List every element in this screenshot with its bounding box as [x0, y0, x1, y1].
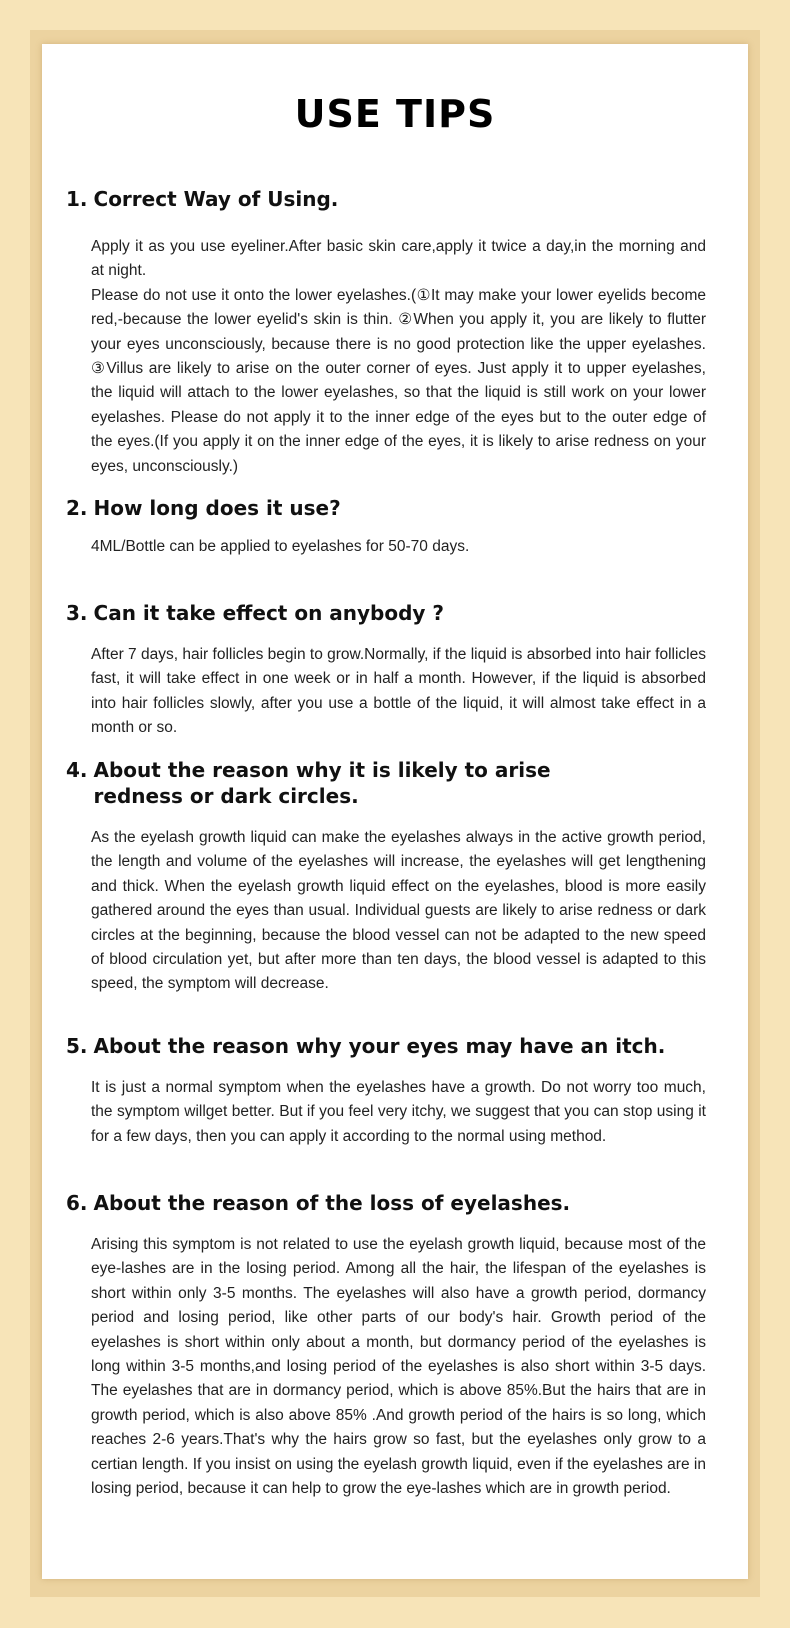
- section-take-effect: [66, 600, 726, 741]
- section-number: 1.: [66, 187, 88, 211]
- section-number: 6.: [66, 1191, 88, 1215]
- section-title: Can it take effect on anybody ?: [93, 601, 445, 625]
- section-title: About the reason why your eyes may have an itch.: [93, 1034, 666, 1058]
- section-redness: [66, 757, 726, 997]
- section-title: How long does it use?: [93, 496, 341, 520]
- page-title: USE TIPS: [294, 92, 496, 136]
- paragraph: Arising this symptom is not related to use the eyelash growth liquid, because most of the eye-lashes are in the losing period. Among all the hair, the lifespan of the eyelashes is short within only 3-5 months. The eyelashes will also have a growth period, dormancy period and losing period, like other parts of our body's hair. Growth period of the eyelashes is short within only about a month, but dormancy period of the eyelashes is long within 3-5 months,and losing period of the eyelashes is also short within 3-5 days. The eyelashes that are in dormancy period, which is above 85%.But the hairs that are in growth period, which is also above 85% .And growth period of the hairs is so long, which reaches 2-6 years.That's why the hairs grow so fast, but the eyelashes only grow to a certian length. If you insist on using the eyelash growth liquid, even if the eyelashes are in losing period, because it can help to grow the eye-lashes which are in growth period.: [91, 1236, 706, 1498]
- paragraph: Please do not use it onto the lower eyelashes.(①It may make your lower eyelids become red,-because the lower eyelid's skin is thin. ②When you apply it, you are likely to flutter your eyes unconsciously, because there is no good protection like the upper eyelashes. ③Villus are likely to arise on the outer corner of eyes. Just apply it to upper eyelashes, the liquid will attach to the lower eyelashes, so that the liquid is still work on your lower eyelashes. Please do not apply it to the inner edge of the eyes but to the outer edge of the eyes.(If you apply it on the inner edge of the eyes, it is likely to arise redness on your eyes, unconsciously.): [91, 286, 706, 475]
- paragraph: It is just a normal symptom when the eyelashes have a growth. Do not worry too much, the symptom willget better. But if you feel very itchy, we suggest that you can stop using it for a few days, then you can apply it according to the normal using method.: [91, 1079, 706, 1145]
- section-heading: [66, 757, 626, 809]
- section-number: 5.: [66, 1034, 88, 1058]
- section-title: Correct Way of Using.: [93, 187, 339, 211]
- paragraph: Apply it as you use eyeliner.After basic skin care,apply it twice a day,in the morning and at night.: [91, 238, 706, 280]
- section-body: [66, 235, 706, 479]
- section-body: [66, 1233, 706, 1501]
- section-body: [66, 643, 706, 741]
- section-how-long: [66, 495, 726, 559]
- section-heading: [66, 600, 726, 626]
- section-title: About the reason of the loss of eyelashes.: [93, 1191, 571, 1215]
- section-body: [66, 826, 706, 997]
- section-itch: [66, 1033, 726, 1149]
- section-heading: [66, 495, 726, 521]
- section-body: [66, 535, 706, 559]
- paragraph: As the eyelash growth liquid can make the eyelashes always in the active growth period, the length and volume of the eyelashes will increase, the eyelashes will get lengthening and thick. When the eyelash growth liquid effect on the eyelashes, blood is more easily gathered around the eyes than usual. Individual guests are likely to arise redness or dark circles at the beginning, because the blood vessel can not be adapted to the new speed of blood circulation yet, but after more than ten days, the blood vessel is adapted to this speed, the symptom will decrease.: [91, 829, 706, 993]
- section-number: 3.: [66, 601, 88, 625]
- section-body: [66, 1076, 706, 1149]
- section-heading: [66, 1190, 726, 1216]
- section-loss: [66, 1190, 726, 1501]
- paragraph: After 7 days, hair follicles begin to grow.Normally, if the liquid is absorbed into hair follicles fast, it will take effect in one week or in half a month. However, if the liquid is absorbed into hair follicles slowly, after you use a bottle of the liquid, it will almost take effect in a month or so.: [91, 646, 706, 737]
- section-title: About the reason why it is likely to arise redness or dark circles.: [93, 758, 551, 808]
- paragraph: 4ML/Bottle can be applied to eyelashes for 50-70 days.: [91, 538, 470, 555]
- section-heading: [66, 1033, 726, 1059]
- section-correct-way: [66, 186, 726, 479]
- section-number: 4.: [66, 758, 88, 782]
- section-heading: [66, 186, 726, 212]
- section-number: 2.: [66, 496, 88, 520]
